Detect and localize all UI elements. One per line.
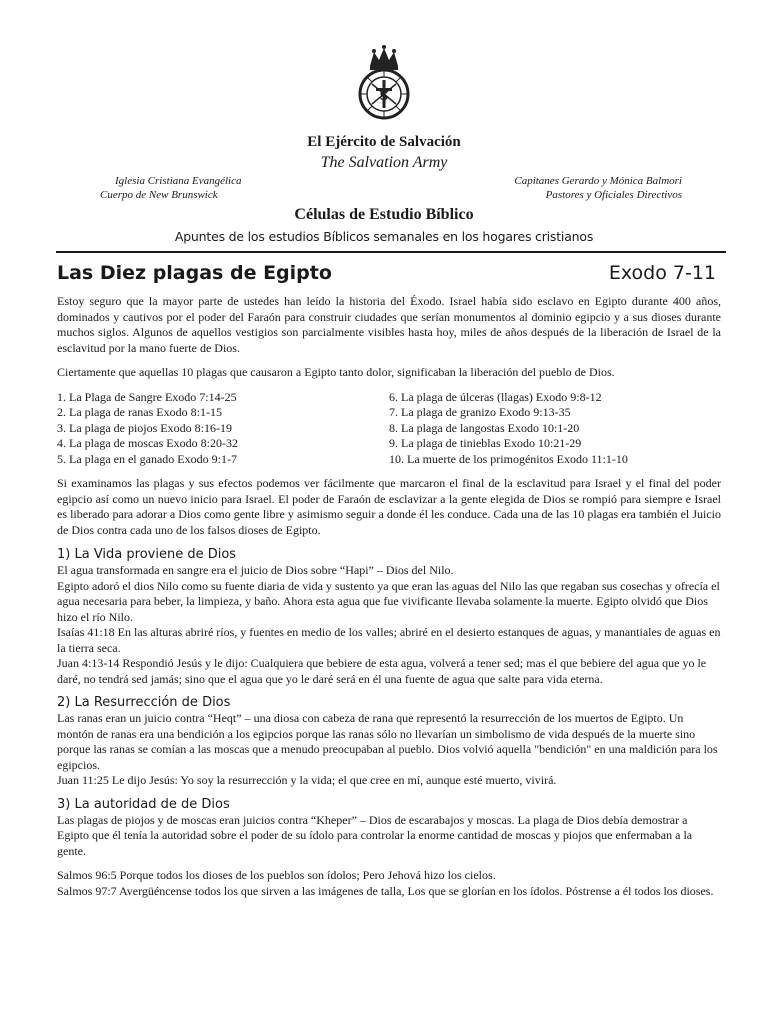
document-title: Las Diez plagas de Egipto	[57, 262, 332, 284]
section-resurrection	[57, 695, 721, 789]
plagues-column-right	[389, 390, 721, 468]
plague-item: 1. La Plaga de Sangre Exodo 7:14-25	[57, 389, 237, 404]
pastors-info	[514, 174, 682, 202]
plague-item: 4. La plaga de moscas Exodo 8:20-32	[57, 436, 238, 450]
org-name-english: The Salvation Army	[320, 154, 448, 171]
section-paragraph: El agua transformada en sangre era el juicio de Dios sobre “Hapi” – Dios del Nilo.	[57, 563, 454, 577]
section-paragraph: Las ranas eran un juicio contra “Heqt” – una diosa con cabeza de rana que representó la resurrección de los muertos de Egipto. Un montón de ranas era una bendición a los egipcios porque las ranas sólo no llevarían un simbolismo de vida después de la muerte sino porque las ranas se comían a las moscas que a menudo preocupaban al pueblo. Dios volvió aquella "bendición" en una maldición para los egipcios.	[57, 711, 718, 772]
org-name: El Ejército de Salvación	[307, 134, 461, 150]
plague-item: 3. La plaga de piojos Exodo 8:16-19	[57, 420, 232, 435]
plague-item: 8. La plaga de langostas Exodo 10:1-20	[389, 420, 580, 435]
summary-paragraph: Si examinamos las plagas y sus efectos podemos ver fácilmente que marcaron el final de la esclavitud para Israel y el final del poder egipcio así como un nuevo inicio para Israel. El poder de Faraón de esclavizar a la gente elegida de Dios se rompió para siempre e Israel es liberado para adorar a Dios como gente libre y asimismo seguir a donde él les conduce. Cada una de las 10 plagas era también el Juicio de Dios contra cada uno de los falsos dioses de Egipto.	[57, 476, 721, 537]
section-life	[57, 547, 721, 687]
section-paragraph: Juan 11:25 Le dijo Jesús: Yo soy la resurrección y la vida; el que cree en mí, aunque esté muerto, vivirá.	[57, 773, 557, 787]
corps-name: Cuerpo de New Brunswick	[100, 189, 218, 201]
section-paragraph: Egipto adoró el dios Nilo como su fuente diaria de vida y sustento ya que eran las aguas del Nilo las que regaban sus cosechas y ofrecía el agua necesaria para beber, la limpieza, y baño. Ahora esta agua que fue vivificante llevaba solamente la muerte. Egipto olvidó que Dios hizo el río Nilo.	[57, 578, 720, 624]
salvation-army-crest-logo	[344, 44, 424, 124]
svg-text:S: S	[379, 89, 389, 103]
document-body	[57, 294, 721, 907]
cells-subtitle: Apuntes de los estudios Bíblicos semanales en los hogares cristianos	[174, 229, 594, 244]
plague-item: 10. La muerte de los primogénitos Exodo 11:1-10	[389, 451, 628, 466]
intro-paragraph: Estoy seguro que la mayor parte de ustedes han leído la historia del Éxodo. Israel había sido esclavo en Egipto durante 400 años, dominados y cautivos por el poder del Faraón para construir ciudades que serían monumentos al dominio egipcio y a sus dioses durante muchos siglos. Algunos de aquellos vestigios son parcialmente visibles hasta hoy, miles de años después de la liberación de Israel de la esclavitud por la mano fuerte de Dios.	[57, 294, 721, 355]
section-heading: 2) La Resurrección de Dios	[57, 695, 231, 710]
header-divider	[56, 251, 726, 253]
paragraph-gap	[57, 859, 721, 868]
plague-item: 9. La plaga de tinieblas Exodo 10:21-29	[389, 436, 582, 450]
plague-item: 5. La plaga en el ganado Exodo 9:1-7	[57, 451, 237, 466]
church-info	[100, 174, 241, 202]
section-paragraph: Salmos 96:5 Porque todos los dioses de los pueblos son ídolos; Pero Jehová hizo los cielos.	[57, 868, 496, 882]
section-heading: 1) La Vida proviene de Dios	[57, 547, 237, 562]
section-paragraph: Juan 4:13-14 Respondió Jesús y le dijo: Cualquiera que bebiere de esta agua, volverá a tener sed; mas el que bebiere del agua que yo le daré, no tendrá sed jamás; sino que el agua que yo le daré será en él una fuente de agua que salte para vida eterna.	[57, 656, 707, 686]
section-heading: 3) La autoridad de de Dios	[57, 796, 230, 812]
cells-title: Células de Estudio Bíblico	[294, 206, 474, 223]
plague-item: 6. La plaga de úlceras (llagas) Exodo 9:8-12	[389, 389, 602, 404]
plagues-column-left	[57, 390, 389, 468]
plagues-list	[57, 390, 721, 468]
intro-paragraph: Ciertamente que aquellas 10 plagas que causaron a Egipto tanto dolor, significaban la liberación del pueblo de Dios.	[57, 365, 615, 379]
section-paragraph: Salmos 97:7 Avergüéncense todos los que sirven a las imágenes de talla, Los que se glorían en los ídolos. Póstrense a él todos los dioses.	[57, 883, 714, 898]
plague-item: 2. La plaga de ranas Exodo 8:1-15	[57, 405, 222, 419]
pastors-role: Pastores y Oficiales Directivos	[545, 189, 682, 201]
pastors-names: Capitanes Gerardo y Mónica Balmori	[514, 175, 682, 187]
plague-item: 7. La plaga de granizo Exodo 9:13-35	[389, 405, 571, 419]
scripture-reference: Exodo 7-11	[608, 262, 716, 284]
church-name: Iglesia Cristiana Evangélica	[115, 175, 242, 187]
section-authority	[57, 797, 721, 900]
section-paragraph: Isaías 41:18 En las alturas abriré ríos, y fuentes en medio de los valles; abriré en el desierto estanques de aguas, y manantiales de aguas en la tierra seca.	[57, 625, 721, 655]
section-paragraph: Las plagas de piojos y de moscas eran juicios contra “Kheper” – Dios de escarabajos y moscas. La plaga de Dios debía demostrar a Egipto que él tenía la autoridad sobre el poder de su ídolo para controlar la enorme cantidad de moscas y piojos que enfermaban a la gente.	[57, 812, 693, 858]
